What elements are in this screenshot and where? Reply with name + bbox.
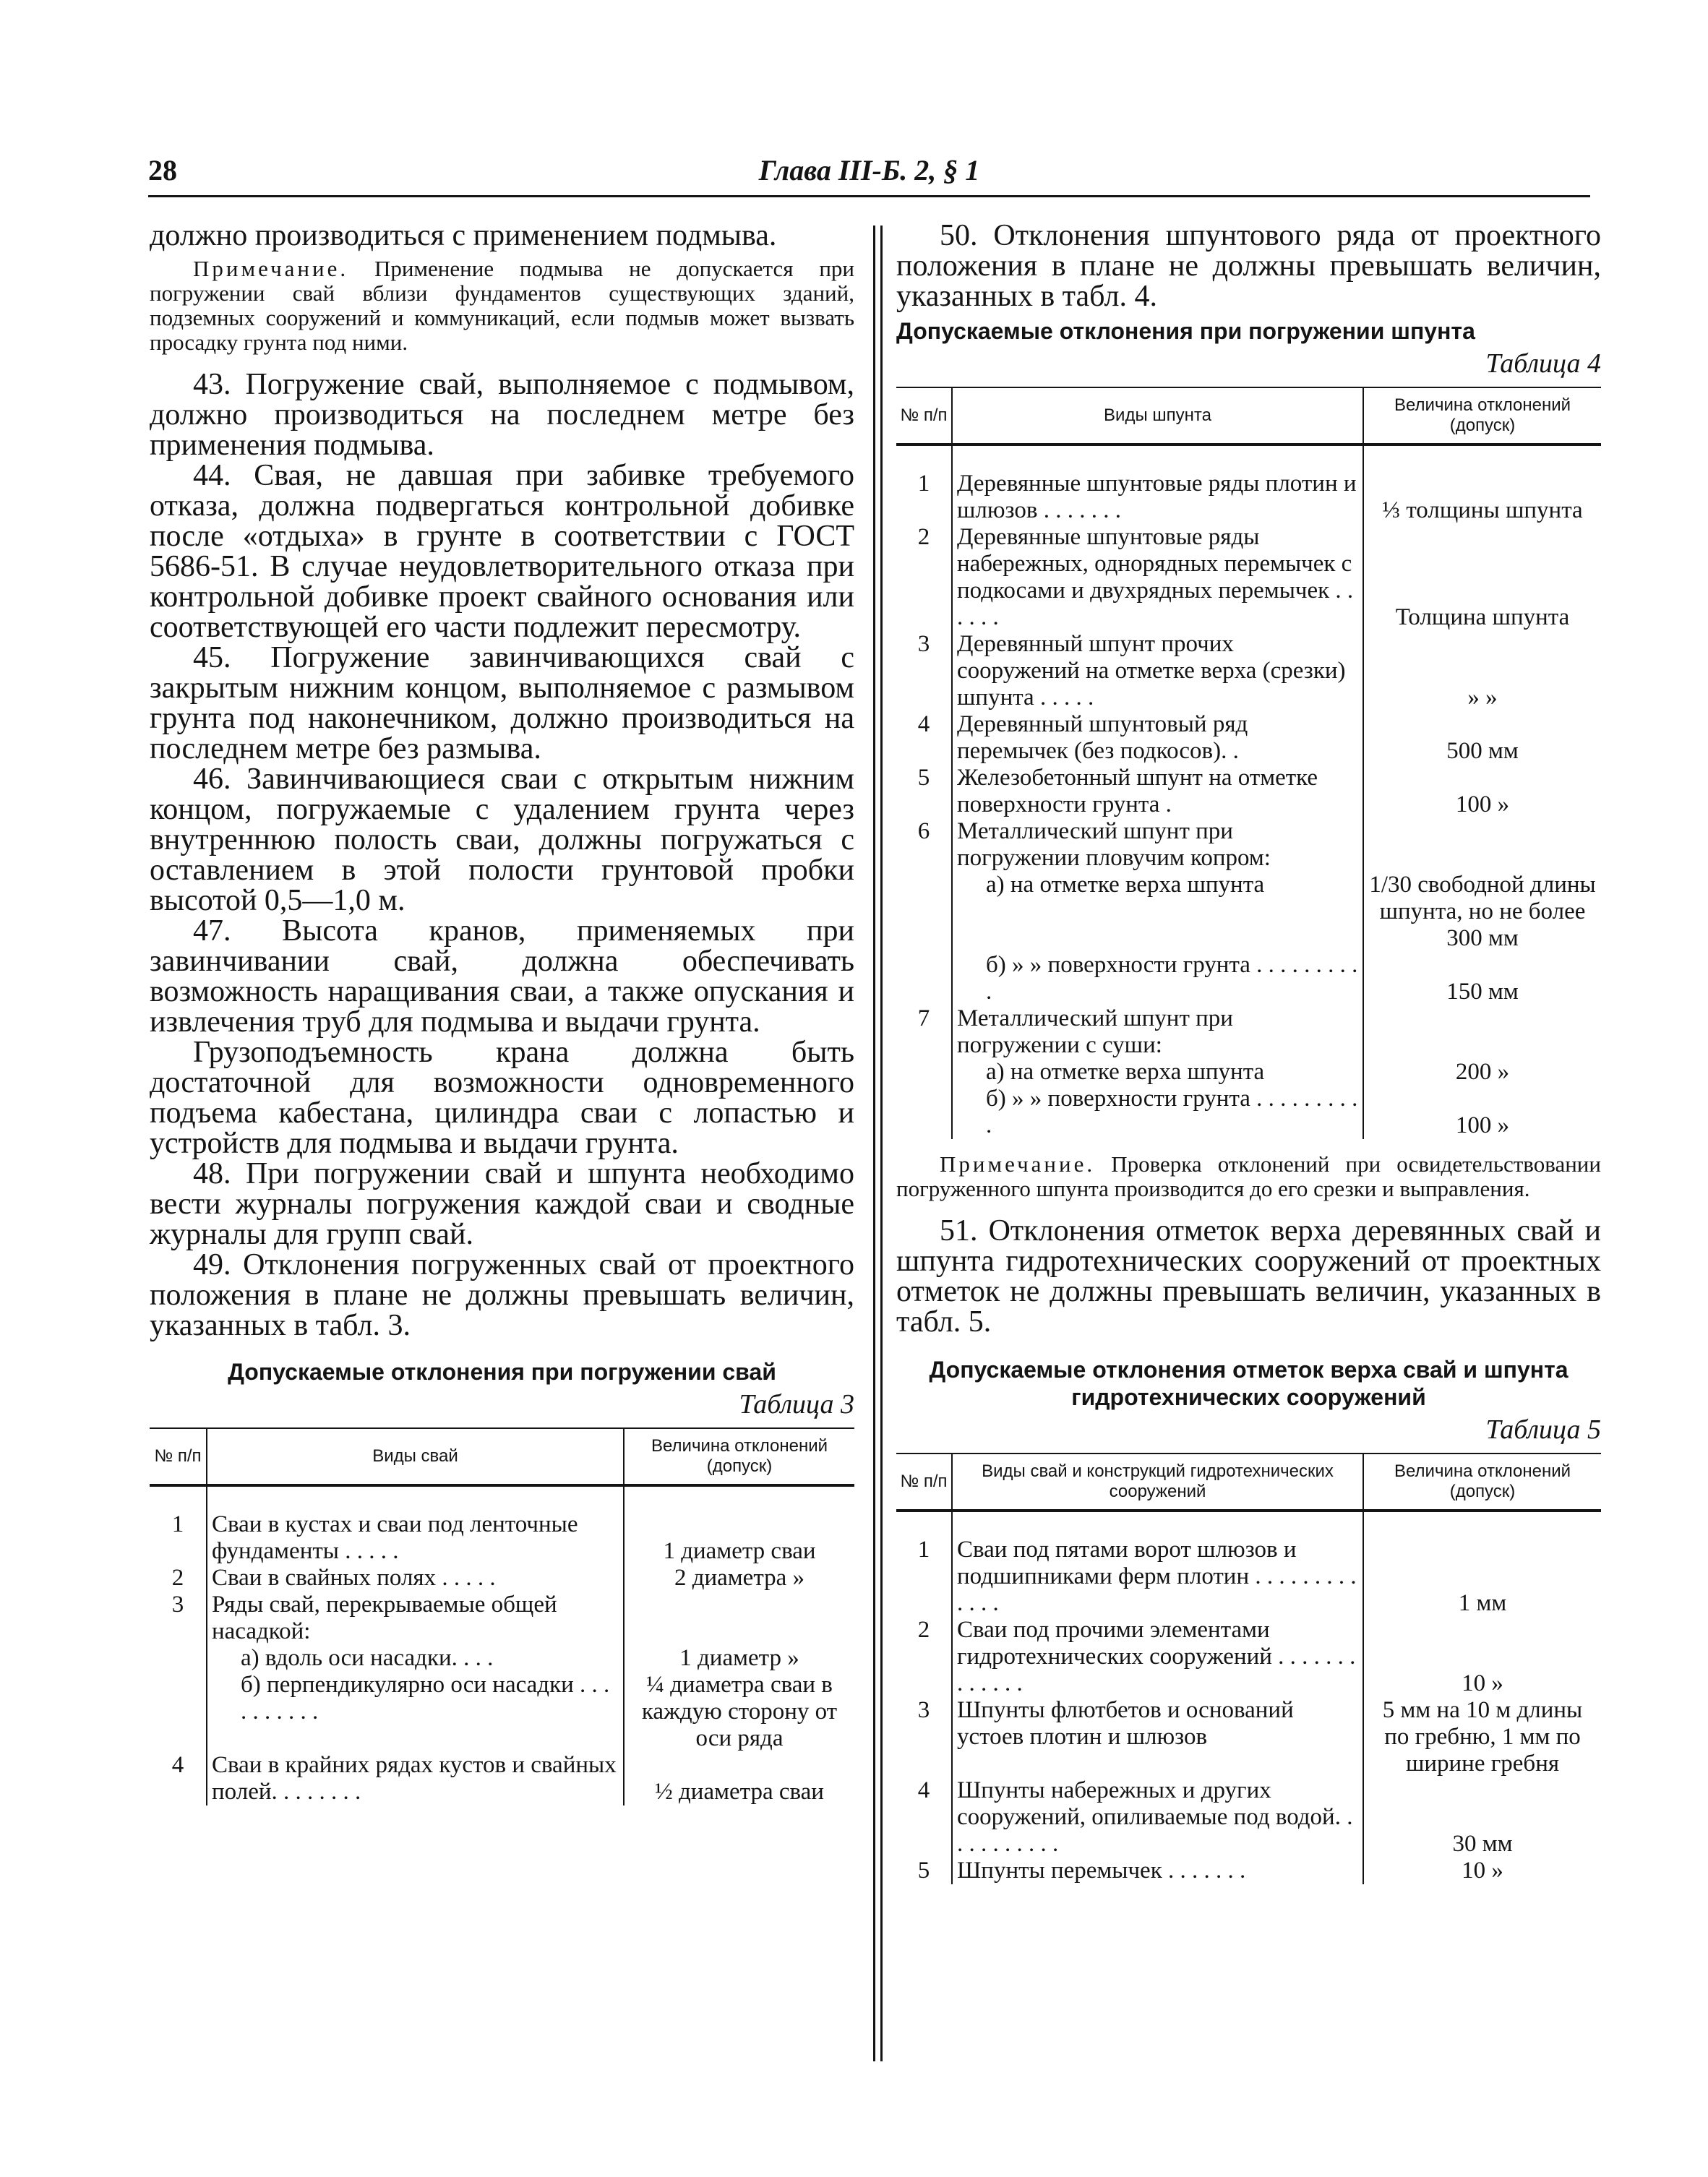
table-row — [896, 1005, 1601, 1059]
table-row — [896, 952, 1601, 1005]
table-row — [896, 818, 1601, 872]
row-value: 1 диаметр » — [624, 1645, 854, 1672]
row-number: 1 — [171, 1511, 184, 1537]
row-value: ⅓ толщины шпунта — [1363, 471, 1601, 524]
row-kind: б) » » поверхности грунта . . . . . . . . . . — [986, 1086, 1358, 1138]
table-4-header-num: № п/п — [896, 387, 952, 445]
right-column — [896, 220, 1601, 1884]
table-row — [896, 711, 1601, 765]
row-kind: Ряды свай, перекрываемые общей насадкой: — [207, 1592, 624, 1645]
table-row — [150, 1565, 854, 1592]
column-divider — [880, 226, 883, 2061]
row-number: 6 — [917, 818, 930, 844]
page-header — [148, 153, 1590, 197]
row-kind: Шпунты флютбетов и оснований устоев плотин и шлюзов — [952, 1697, 1363, 1777]
row-kind: Деревянные шпунтовые ряды плотин и шлюзов . . . . . . . — [952, 471, 1363, 524]
table-row — [896, 1697, 1601, 1777]
table-row — [896, 631, 1601, 711]
table-5-label: Таблица 5 — [1485, 1414, 1601, 1445]
note-label: Примечание. — [193, 256, 349, 281]
paragraph-49: 49. Отклонения погруженных свай от проектного положения в плане не должны превышать величин, указанных в табл. 3. — [150, 1248, 854, 1342]
row-value: 5 мм на 10 м длины по гребню, 1 мм по ширине гребня — [1363, 1697, 1601, 1777]
table-row — [896, 1086, 1601, 1139]
table-row — [896, 1858, 1601, 1884]
paragraph-44: 44. Свая, не давшая при забивке требуемого отказа, должна подвергаться контрольной добивке после «отдыха» в грунте в соответствии с ГОСТ 5686-51. В случае неудовлетворительного отказа при контрольной добивке проект свайного основания или соответствующей его части подлежит пересмотру. — [150, 459, 854, 644]
paragraph-48: 48. При погружении свай и шпунта необходимо вести журналы погружения каждой сваи и сводные журналы для групп свай. — [150, 1157, 854, 1251]
row-value: 100 » — [1363, 765, 1601, 818]
row-kind: Сваи в свайных полях . . . . . — [207, 1565, 624, 1592]
table-5 — [896, 1453, 1601, 1884]
row-number: 2 — [917, 1617, 930, 1643]
row-value: ¼ диаметра сваи в каждую сторону от оси ряда — [624, 1672, 854, 1752]
row-number — [896, 952, 952, 1005]
table-row — [896, 1777, 1601, 1858]
table-5-header-num: № п/п — [896, 1454, 952, 1511]
row-number: 3 — [917, 1697, 930, 1723]
row-kind: а) на отметке верха шпунта — [986, 1059, 1265, 1085]
row-kind: Металлический шпунт при погружении с суши: — [952, 1005, 1363, 1059]
row-value: 1 мм — [1363, 1537, 1601, 1617]
table-row — [896, 872, 1601, 952]
note-subsidence — [150, 257, 854, 355]
paragraph-45: 45. Погружение завинчивающихся свай с закрытым нижним концом, выполняемое с размывом грунта под наконечником, должно производиться на последнем метре без размыва. — [150, 641, 854, 765]
row-kind: Деревянный шпунтовый ряд перемычек (без подкосов). . — [952, 711, 1363, 765]
row-number: 7 — [917, 1005, 930, 1031]
row-number: 2 — [171, 1565, 184, 1591]
row-value — [1363, 1005, 1601, 1059]
row-kind: Деревянный шпунт прочих сооружений на отметке верха (срезки) шпунта . . . . . — [952, 631, 1363, 711]
note-inspection — [896, 1152, 1601, 1201]
row-kind: б) перпендикулярно оси насадки . . . . . . . . . . — [241, 1672, 610, 1725]
paragraph-intro: должно производиться с применением подмыва. — [150, 219, 777, 252]
row-kind: Сваи под пятами ворот шлюзов и подшипниками ферм плотин . . . . . . . . . . . . . — [952, 1537, 1363, 1617]
row-kind: Шпунты набережных и других сооружений, опиливаемые под водой. . . . . . . . . . . — [952, 1777, 1363, 1858]
note-text: Проверка отклонений при освидетельствовании погруженного шпунта производится до его срезки и выправления. — [896, 1151, 1601, 1201]
table-row — [896, 1617, 1601, 1697]
table-3-label: Таблица 3 — [739, 1389, 854, 1420]
table-row — [896, 1059, 1601, 1086]
table-row — [896, 765, 1601, 818]
table-3 — [150, 1427, 854, 1805]
row-kind: Железобетонный шпунт на отметке поверхности грунта . — [952, 765, 1363, 818]
paragraph-50: 50. Отклонения шпунтового ряда от проектного положения в плане не должны превышать величин, указанных в табл. 4. — [896, 219, 1601, 313]
table-row — [896, 524, 1601, 631]
column-divider — [873, 226, 875, 2061]
row-value: » » — [1363, 631, 1601, 711]
row-value: Толщина шпунта — [1363, 524, 1601, 631]
table-row — [150, 1592, 854, 1645]
running-title: Глава III-Б. 2, § 1 — [758, 154, 980, 186]
row-number — [896, 1086, 952, 1139]
table-row — [896, 471, 1601, 524]
row-value: 2 диаметра » — [624, 1565, 854, 1592]
row-number: 1 — [917, 1537, 930, 1563]
table-3-header-kind: Виды свай — [207, 1428, 624, 1485]
row-value: 10 » — [1363, 1858, 1601, 1884]
paragraph-47-continued: Грузоподъемность крана должна быть достаточной для возможности одновременного подъема кабестана, цилиндра сваи с лопастью и устройств для подмыва и выдачи грунта. — [150, 1036, 854, 1160]
table-5-title: Допускаемые отклонения отметок верха свай и шпунта гидротехнических сооружений — [929, 1357, 1568, 1410]
row-value: 200 » — [1363, 1059, 1601, 1086]
paragraph-43: 43. Погружение свай, выполняемое с подмывом, должно производиться на последнем метре без применения подмыва. — [150, 368, 854, 462]
paragraph-46: 46. Завинчивающиеся сваи с открытым нижним концом, погружаемые с удалением грунта через внутреннюю полость сваи, должны погружаться с оставлением в этой полости грунтовой пробки высотой 0,5—1,0 м. — [150, 763, 854, 917]
row-number: 2 — [917, 524, 930, 550]
row-number: 4 — [917, 711, 930, 737]
row-number — [896, 872, 952, 952]
row-value — [1363, 818, 1601, 872]
row-kind: Шпунты перемычек . . . . . . . — [952, 1858, 1363, 1884]
note-text: Применение подмыва не допускается при погружении свай вблизи фундаментов существующих зданий, подземных сооружений и коммуникаций, если подмыв может вызвать просадку грунта под ними. — [150, 256, 854, 355]
table-row — [150, 1645, 854, 1672]
row-value: 500 мм — [1363, 711, 1601, 765]
row-number — [896, 1059, 952, 1086]
row-value: ½ диаметра сваи — [624, 1752, 854, 1805]
row-kind: Деревянные шпунтовые ряды набережных, однорядных перемычек с подкосами и двухрядных перемычек . . . . . . — [952, 524, 1363, 631]
row-number: 3 — [171, 1592, 184, 1618]
table-4 — [896, 387, 1601, 1139]
table-3-title: Допускаемые отклонения при погружении свай — [228, 1359, 776, 1385]
row-value: 100 » — [1363, 1086, 1601, 1139]
row-kind: а) на отметке верха шпунта — [986, 872, 1265, 898]
row-kind: Сваи в крайних рядах кустов и свайных полей. . . . . . . . — [207, 1752, 624, 1805]
row-number: 5 — [917, 765, 930, 791]
table-3-header-num: № п/п — [150, 1428, 207, 1485]
table-3-header-value: Величина отклонений (допуск) — [624, 1428, 854, 1485]
row-kind: Сваи под прочими элементами гидротехнических сооружений . . . . . . . . . . . . . — [952, 1617, 1363, 1697]
row-number: 3 — [917, 631, 930, 657]
row-kind: Металлический шпунт при погружении пловучим копром: — [952, 818, 1363, 872]
row-number: 1 — [917, 471, 930, 497]
row-kind: б) » » поверхности грунта . . . . . . . . . . — [986, 952, 1358, 1005]
note-label: Примечание. — [940, 1151, 1096, 1177]
left-column — [150, 220, 854, 1805]
table-row — [150, 1752, 854, 1805]
row-value — [624, 1592, 854, 1645]
row-value: 1 диаметр сваи — [624, 1511, 854, 1565]
table-row — [150, 1672, 854, 1752]
table-row — [150, 1511, 854, 1565]
row-value: 10 » — [1363, 1617, 1601, 1697]
page-number: 28 — [148, 154, 177, 186]
row-value: 150 мм — [1363, 952, 1601, 1005]
table-row — [896, 1537, 1601, 1617]
row-number — [150, 1672, 207, 1752]
row-number: 5 — [917, 1858, 930, 1884]
paragraph-51: 51. Отклонения отметок верха деревянных свай и шпунта гидротехнических сооружений от проектных отметок не должны превышать величин, указанных в табл. 5. — [896, 1214, 1601, 1339]
table-4-label: Таблица 4 — [1485, 348, 1601, 379]
row-value: 30 мм — [1363, 1777, 1601, 1858]
row-value: 1/30 свободной длины шпунта, но не более 300 мм — [1363, 872, 1601, 952]
row-kind: а) вдоль оси насадки. . . . — [241, 1645, 494, 1671]
row-number: 4 — [917, 1777, 930, 1803]
row-number: 4 — [171, 1752, 184, 1778]
row-kind: Сваи в кустах и сваи под ленточные фундаменты . . . . . — [207, 1511, 624, 1565]
table-4-header-kind: Виды шпунта — [952, 387, 1363, 445]
row-number — [150, 1645, 207, 1672]
table-4-header-value: Величина отклонений (допуск) — [1363, 387, 1601, 445]
paragraph-47: 47. Высота кранов, применяемых при завинчивании свай, должна обеспечивать возможность наращивания сваи, а также опускания и извлечения труб для подмыва и выдачи грунта. — [150, 914, 854, 1039]
table-4-title: Допускаемые отклонения при погружении шпунта — [896, 318, 1475, 344]
table-5-header-kind: Виды свай и конструкций гидротехнических сооружений — [952, 1454, 1363, 1511]
table-5-header-value: Величина отклонений (допуск) — [1363, 1454, 1601, 1511]
